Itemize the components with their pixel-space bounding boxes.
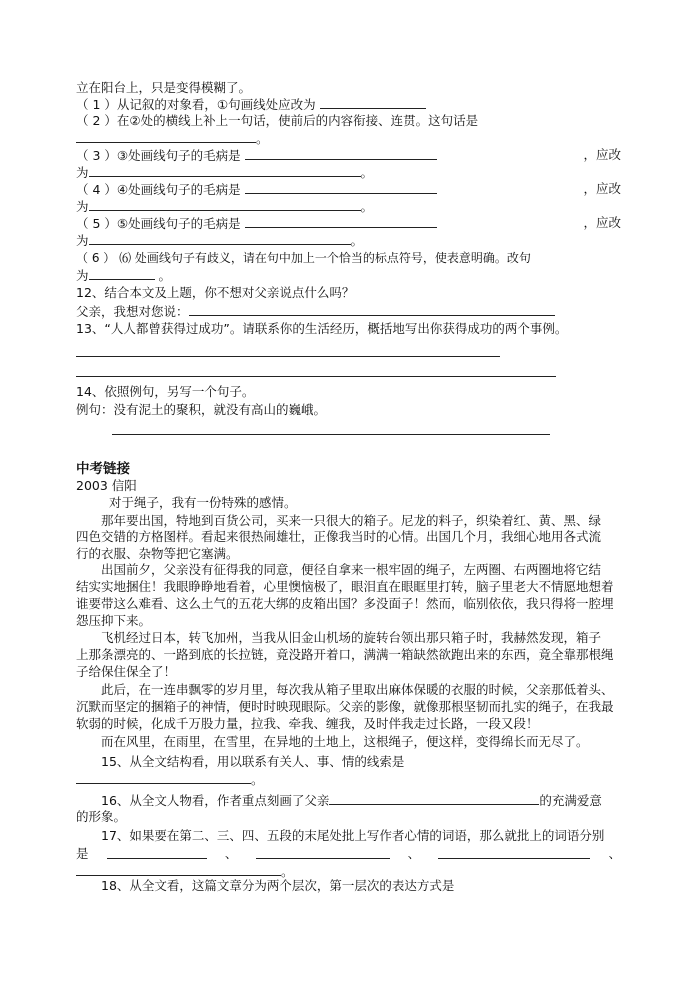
- answer-blank[interactable]: [89, 267, 155, 280]
- question-2: （ 2 ）在②处的横线上补上一句话，使前后的内容衔接、连贯。这句话是: [76, 113, 479, 128]
- question-15: 15、从全文结构看，用以联系有关人、事、情的线索是: [101, 754, 405, 769]
- question-3-continued: 为 。: [76, 165, 374, 180]
- question-12: 12、结合本文及上题，你不想对父亲说点什么吗？: [76, 285, 355, 300]
- answer-blank[interactable]: [76, 130, 256, 143]
- answer-blank[interactable]: [438, 846, 590, 859]
- question-4-continued: 为 。: [76, 199, 374, 214]
- paragraph-2-line: 行的衣服、杂物等把它塞满。: [76, 546, 239, 561]
- question-1: （ 1 ）从记叙的对象看，①句画线处应改为: [76, 96, 621, 113]
- paragraph-4-line: 飞机经过日本，转飞加州，当我从旧金山机场的旋转台领出那只箱子时，我赫然发现，箱子: [101, 630, 602, 645]
- question-5-continued: 为 。: [76, 233, 364, 248]
- text-line: 立在阳台上，只是变得模糊了。: [76, 80, 252, 95]
- paragraph-3-line: 结实实地捆住！我眼睁睁地看着，心里懊恼极了，眼泪直在眼眶里打转，脑子里老大不情愿地想着: [76, 579, 614, 594]
- question-14-example: 例句：没有泥土的聚积，就没有高山的巍峨。: [76, 402, 327, 417]
- paragraph-3-line: 怨压抑下来。: [76, 613, 152, 628]
- answer-blank[interactable]: [245, 181, 437, 194]
- question-17: 17、如果要在第二、三、四、五段的末尾处批上写作者心情的词语，那么就批上的词语分别: [101, 828, 605, 843]
- question-12-answer: 父亲，我想对您说：: [76, 303, 621, 320]
- question-16: 16、从全文人物看，作者重点刻画了父亲 的充满爱意: [101, 793, 602, 808]
- question-5: （ 5 ）⑤处画线句子的毛病是 ，应改: [76, 215, 621, 231]
- answer-blank[interactable]: [256, 846, 390, 859]
- answer-line[interactable]: [76, 376, 556, 377]
- paragraph-5-line: 此后，在一连串飘零的岁月里，每次我从箱子里取出麻体保暖的衣服的时候，父亲那低着头、: [101, 682, 614, 697]
- paragraph-3-line: 出国前夕，父亲没有征得我的同意，便径自拿来一根牢固的绳子，左两圈、右两圈地将它结: [101, 562, 602, 577]
- question-2-continued: 。: [76, 130, 621, 147]
- question-18: 18、从全文看，这篇文章分为两个层次，第一层次的表达方式是: [101, 878, 455, 893]
- answer-line[interactable]: [76, 356, 500, 357]
- paragraph-2-line: 四色交错的方格图样。看起来很热闹雄壮，正像我当时的心情。出国几个月，我细心地用各式流: [76, 529, 602, 544]
- paragraph-2-line: 那年要出国，特地到百货公司，买来一只很大的箱子。尼龙的料子，织染着红、黄、黑、绿: [101, 513, 602, 528]
- question-15-continued: 。: [76, 771, 621, 788]
- question-6-continued: 为 。: [76, 268, 172, 283]
- paragraph-1: 对于绳子，我有一份特殊的感情。: [109, 495, 297, 510]
- answer-blank[interactable]: [76, 863, 281, 876]
- paragraph-3-line: 谁要带这么难看、这么土气的五花大绑的皮箱出国？多没面子！然而，临别依依，我只得将一腔埋: [76, 596, 614, 611]
- paragraph-4-line: 子给保住保全了！: [76, 664, 177, 679]
- answer-blank[interactable]: [320, 96, 426, 109]
- question-13: 13、“人人都曾获得过成功”。请联系你的生活经历，概括地写出你获得成功的两个事例。: [76, 321, 568, 336]
- answer-blank[interactable]: [76, 771, 251, 784]
- answer-blank[interactable]: [89, 198, 361, 211]
- answer-blank[interactable]: [89, 232, 351, 245]
- answer-blank[interactable]: [245, 147, 437, 160]
- question-17-end: 。: [76, 863, 621, 880]
- answer-blank[interactable]: [329, 792, 539, 805]
- question-4: （ 4 ）④处画线句子的毛病是 ，应改: [76, 181, 621, 197]
- question-17-continued: 是 、 、 、: [76, 846, 621, 861]
- question-3: （ 3 ）③处画线句子的毛病是 ，应改: [76, 147, 621, 163]
- question-16-continued: 的形象。: [76, 809, 127, 824]
- paragraph-5-line: 软弱的时候，化成千万股力量，拉我、牵我、缠我，及时伴我走过长路，一段又段！: [76, 716, 539, 731]
- source-label: 2003 信阳: [76, 478, 137, 493]
- question-6: （ 6 ） ⑹ 处画线句子有歧义，请在句中加上一个恰当的标点符号，使表意明确。改句: [76, 251, 531, 265]
- paragraph-4-line: 上那条漂亮的、一路到底的长拉链，竟没路开着口，满满一箱缺然欲跑出来的东西，竟全靠那根绳: [76, 647, 614, 662]
- answer-blank[interactable]: [107, 846, 207, 859]
- paragraph-6: 而在风里，在雨里，在雪里，在异地的土地上，这根绳子，便这样，变得绵长而无尽了。: [101, 734, 589, 749]
- question-14: 14、依照例句，另写一个句子。: [76, 384, 255, 399]
- paragraph-5-line: 沉默而坚定的捆箱子的神情，便时时映现眼际。父亲的影像，就像那根坚韧而扎实的绳子，在我最: [76, 699, 614, 714]
- answer-blank[interactable]: [89, 164, 361, 177]
- answer-blank[interactable]: [245, 215, 437, 228]
- answer-line[interactable]: [112, 434, 550, 435]
- section-heading: 中考链接: [76, 461, 130, 477]
- answer-blank[interactable]: [189, 303, 555, 316]
